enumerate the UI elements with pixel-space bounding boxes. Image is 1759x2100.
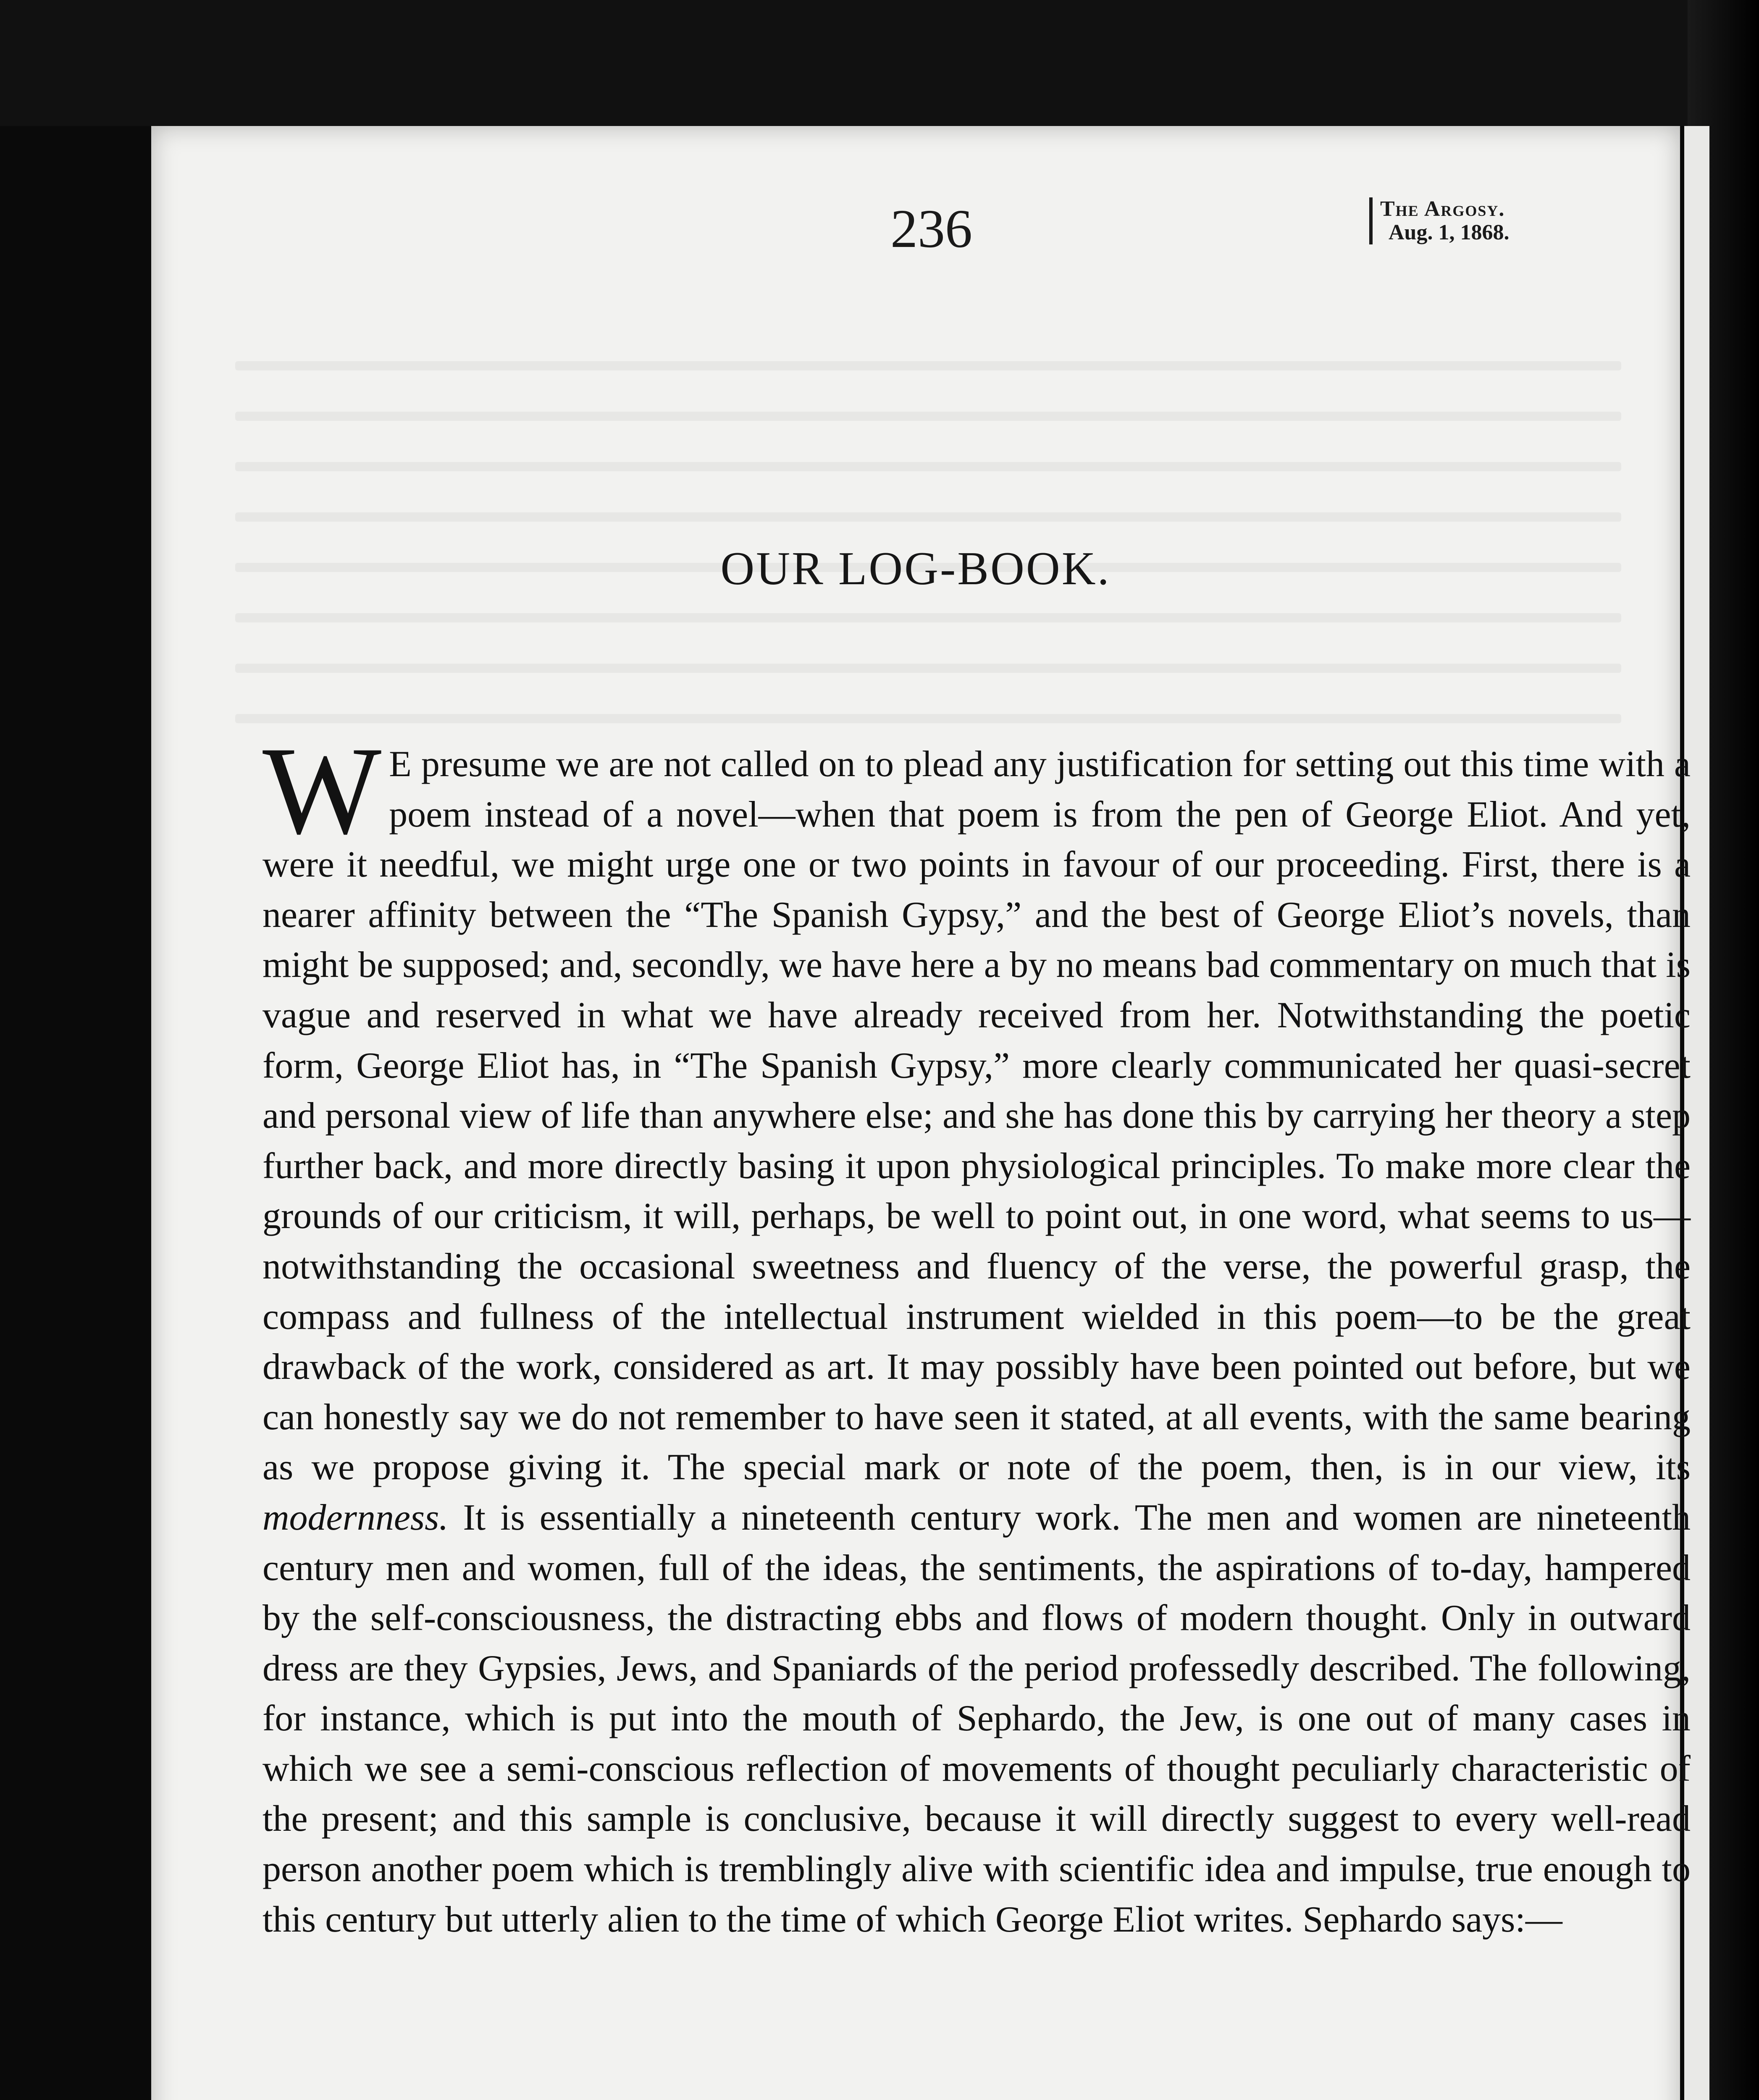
page-number: 236 [890, 199, 972, 259]
emphasized-word: modernness. [263, 1497, 449, 1538]
journal-name: The Argosy. [1380, 197, 1505, 221]
drop-cap: W [263, 721, 382, 860]
paragraph [263, 721, 1691, 1945]
article-title: OUR LOG-BOOK. [720, 543, 1111, 595]
running-header [1369, 197, 1509, 244]
paragraph-text: presume we are not called on to plead any justification for setting out this time with a poem instead of a novel—when that poem is from the pen of George Eliot. And yet, were it needful, we might urge one or two points in favour of our proceeding. First, there is a nearer affinity between the “The Spanish Gypsy,” and the best of George Eliot’s novels, than might be supposed; and, secondly, we have here a by no means bad commentary on much that is vague and reserved in what we have already received from her. Notwithstanding the poetic form, George Eliot has, in “The Spanish Gypsy,” more clearly communicated her quasi-secret and personal view of life than anywhere else; and she has done this by carrying her theory a step further back, and more directly basing it upon physiological principles. To make more clear the grounds of our criticism, it will, perhaps, be well to point out, in one word, what seems to us—notwithstanding the occasional sweetness and fluency of the verse, the powerful grasp, the compass and fullness of the intellectual instrument wielded in this poem—to be the great drawback of the work, considered as art. It may possibly have been pointed out before, but we can honestly say we do not remember to have seen it stated, at all events, with the same bearing as we propose giving it. The special mark or note of the poem, then, is in our view, its [263, 744, 1691, 1488]
journal-date: Aug. 1, 1868. [1389, 220, 1510, 244]
article-body [263, 721, 1691, 1945]
scan-border-top [0, 0, 1759, 126]
book-page [151, 126, 1691, 2100]
paragraph-text-continued: It is essentially a nineteenth century work. The men and women are nineteenth century men and women, full of the ideas, the sentiments, the aspirations of to-day, hampered by the self-consciousness, the distracting ebbs and flows of modern thought. Only in outward dress are they Gypsies, Jews, and Spaniards of the period professedly described. The following, for instance, which is put into the mouth of Sephardo, the Jew, is one out of many cases in which we see a semi-conscious reflection of movements of thought peculiarly characteristic of the present; and this sample is conclusive, because it will directly suggest to every well-read person another poem which is tremblingly alive with scientific idea and impulse, true enough to this century but utterly alien to the time of which George Eliot writes. Sephardo says:— [263, 1497, 1691, 1940]
first-word-rest: E [389, 744, 412, 785]
